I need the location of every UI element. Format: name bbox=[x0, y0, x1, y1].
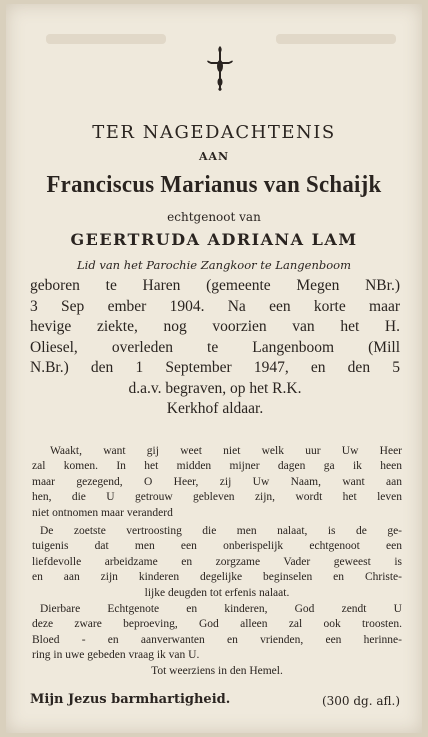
spouse-name: GEERTRUDA ADRIANA LAM bbox=[70, 230, 358, 249]
paragraph-farewell bbox=[32, 602, 402, 679]
paper-stain bbox=[46, 34, 166, 44]
bio-line: N.Br.) den 1 September 1947, en den 5 bbox=[30, 359, 400, 376]
paragraph-line: De zoetste vertroosting die men nalaat, is de ge- bbox=[40, 525, 402, 537]
deceased-name: Franciscus Marianus van Schaijk bbox=[46, 172, 382, 198]
paragraph-line: niet ontnomen maar veranderd bbox=[32, 506, 173, 519]
bio-line: 3 Sep ember 1904. Na een korte maar bbox=[30, 297, 400, 315]
bio-line: Kerkhof aldaar. bbox=[166, 400, 264, 417]
paragraph-line: ring in uwe gebeden vraag ik van U. bbox=[32, 649, 200, 662]
memoriam-heading: TER NAGEDACHTENIS bbox=[92, 122, 336, 143]
paragraph-line: Dierbare Echtgenote en kinderen, God zendt U bbox=[40, 603, 402, 615]
paper-stain bbox=[276, 34, 396, 44]
memorial-card bbox=[6, 4, 422, 733]
paragraph-line: lijke deugden tot erfenis nalaat. bbox=[144, 586, 290, 599]
bio-line: hevige ziekte, nog voorzien van het H. bbox=[30, 318, 400, 335]
paragraph-line: Waakt, want gij weet niet welk uur Uw Heer bbox=[50, 445, 402, 457]
paragraph-testimony bbox=[32, 524, 402, 601]
paragraph-line: tuigenis dat men een onberispelijk echtgenoot een bbox=[32, 540, 402, 553]
paragraph-line: Bloed - en aanverwanten en vrienden, een herinne- bbox=[32, 633, 402, 646]
paragraph-line: liefdevolle arbeidzame en zorgzame Vader geweest is bbox=[32, 555, 402, 568]
paragraph-line: deze zware beproeving, God alleen zal ook troosten. bbox=[32, 618, 402, 631]
membership-note: Lid van het Parochie Zangkoor te Langenboom bbox=[77, 258, 351, 272]
paragraph-line: maar gezegend, O Heer, zij Uw Naam, want aan bbox=[32, 475, 402, 488]
aan-label: AAN bbox=[198, 150, 230, 163]
paragraph-line: hen, die U getrouw gebleven zijn, wordt het leven bbox=[32, 491, 402, 504]
cross-icon bbox=[206, 44, 234, 92]
spouse-of-label: echtgenoot van bbox=[167, 210, 261, 224]
paragraph-scripture bbox=[32, 444, 402, 521]
paragraph-line: en aan zijn kinderen degelijke beginselen en Christe- bbox=[32, 571, 402, 584]
prayer-line: Mijn Jezus barmhartigheid. bbox=[30, 692, 231, 707]
biography bbox=[30, 276, 400, 420]
paragraph-line: zal komen. In het midden mijner dagen ga ik heen bbox=[32, 460, 402, 473]
paragraph-line: Tot weerziens in den Hemel. bbox=[151, 664, 283, 677]
bio-line: geboren te Haren (gemeente Megen NBr.) bbox=[30, 277, 400, 294]
indulgence-note: (300 dg. afl.) bbox=[321, 694, 400, 708]
bio-line: d.a.v. begraven, op het R.K. bbox=[128, 379, 302, 397]
bio-line: Oliesel, overleden te Langenboom (Mill bbox=[30, 338, 400, 356]
